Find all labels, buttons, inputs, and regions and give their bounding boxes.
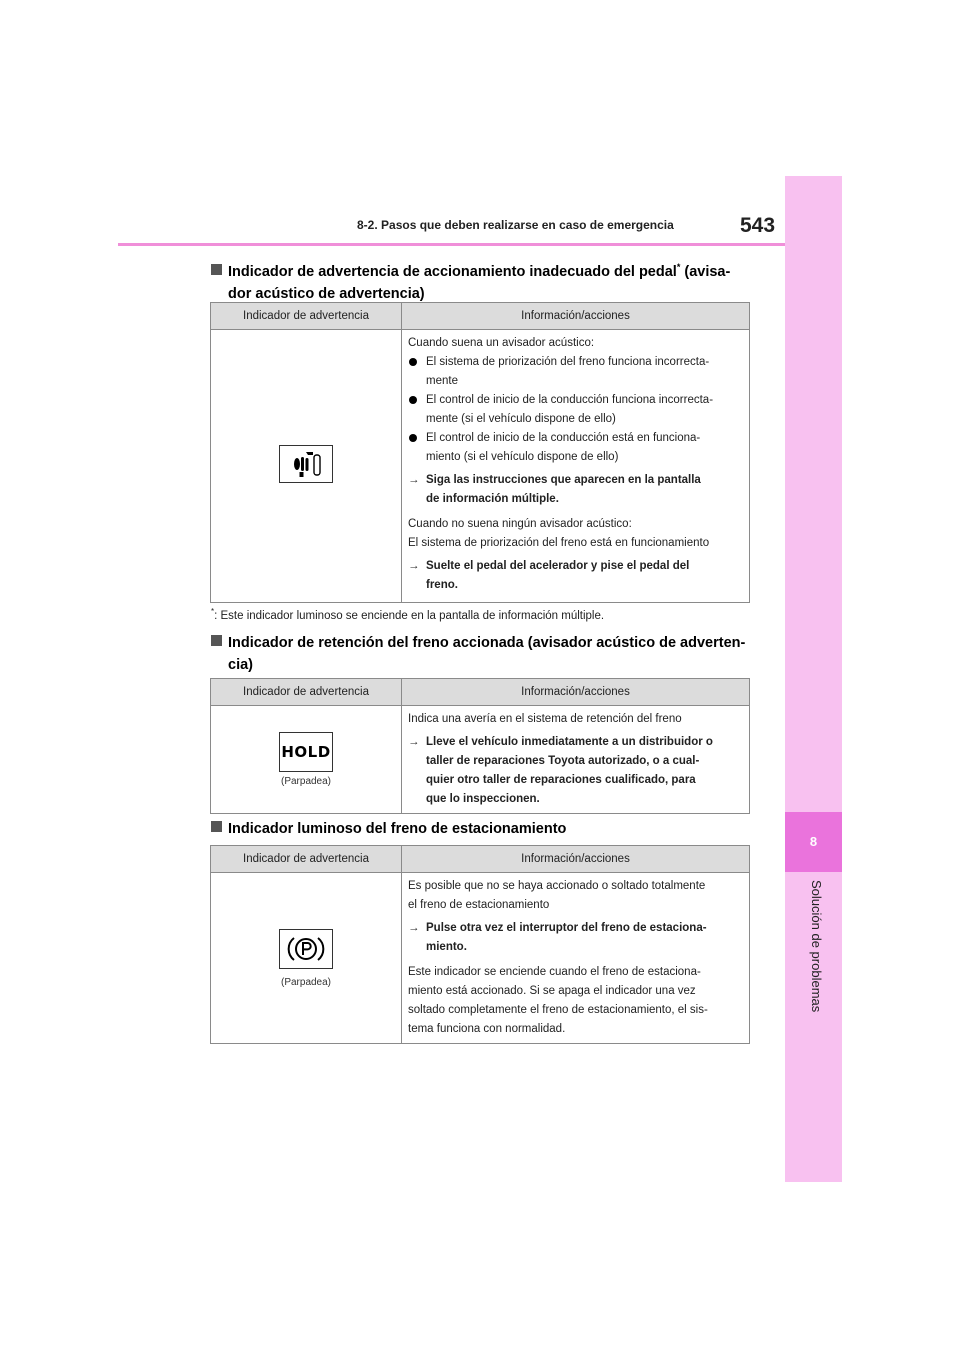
column-header-indicator: Indicador de advertencia (211, 679, 402, 706)
hold-indicator-icon: HOLD (279, 732, 333, 772)
info-cell: Es posible que no se haya accionado o soltado totalmente el freno de estacionamiento → Pulse otra vez el interruptor del freno de estaciona- miento. Este indicador se enciende cuando el freno de estaciona- miento está accionado. Si se apaga el indicador una vez soltado completamente el freno de estacionamiento, el sis- tema funciona con normalidad. (402, 873, 750, 1044)
brake-hold-table (210, 678, 750, 814)
footnote: *: Este indicador luminoso se enciende en la pantalla de información múltiple. (211, 607, 605, 622)
arrow-icon: → (408, 474, 420, 486)
arrow-icon: → (408, 560, 420, 572)
header-rule (118, 243, 785, 246)
section-title: 8-2. Pasos que deben realizarse en caso de emergencia (357, 218, 674, 232)
bullet-icon (409, 396, 417, 404)
chapter-label: Solución de problemas (809, 880, 824, 1013)
page-number: 543 (740, 214, 776, 237)
arrow-icon: → (408, 736, 420, 748)
column-header-indicator: Indicador de advertencia (211, 303, 402, 330)
heading-square-icon (211, 635, 222, 646)
column-header-indicator: Indicador de advertencia (211, 846, 402, 873)
info-cell: Indica una avería en el sistema de retención del freno → Lleve el vehículo inmediatamente a un distribuidor o taller de reparaciones Toyota autorizado, o a cual- quier otro taller de reparaciones cualificado, para que lo inspeccionen. (402, 706, 750, 814)
parking-brake-icon (279, 929, 333, 969)
list-item: El control de inicio de la conducción está en funciona- miento (si el vehículo dispone de ello) (408, 429, 743, 467)
info-cell: Cuando suena un avisador acústico: El sistema de priorización del freno funciona incorrecta- mente El control de inicio de la conducción funciona incorrecta- mente (si el vehículo dispone de ello) El control de inicio de la conducción está en funciona- miento (si el vehículo dispone de ello) → Siga las instrucciones que aparecen en la pantalla de información múltiple. Cuando no suena ningún avisador acústico: El sistema de priorización del freno está en funcionamiento → Suelte el pedal del acelerador y pise el pedal del freno. (402, 330, 750, 603)
heading-square-icon (211, 821, 222, 832)
action-item: → Pulse otra vez el interruptor del freno de estaciona- miento. (408, 919, 743, 957)
indicator-cell (211, 330, 402, 603)
arrow-icon: → (408, 922, 420, 934)
column-header-info: Información/acciones (402, 679, 750, 706)
heading-pedal-warning: Indicador de advertencia de accionamiento inadecuado del pedal* (avisa- dor acústico de advertencia) (211, 256, 751, 305)
list-item: El control de inicio de la conducción funciona incorrecta- mente (si el vehículo dispone de ello) (408, 391, 743, 429)
blink-caption: (Parpadea) (280, 976, 332, 988)
action-item: → Lleve el vehículo inmediatamente a un distribuidor o taller de reparaciones Toyota autorizado, o a cual- quier otro taller de reparaciones cualificado, para que lo inspeccionen. (408, 733, 743, 809)
column-header-info: Información/acciones (402, 846, 750, 873)
heading-brake-hold: Indicador de retención del freno accionada (avisador acústico de adverten- cia) (211, 632, 751, 676)
action-item: → Siga las instrucciones que aparecen en la pantalla de información múltiple. (408, 471, 743, 509)
indicator-cell (211, 706, 402, 814)
parking-brake-table (210, 845, 750, 1044)
bullet-icon (409, 434, 417, 442)
pedal-warning-table (210, 302, 750, 603)
column-header-info: Información/acciones (402, 303, 750, 330)
pedal-warning-icon (279, 445, 333, 483)
action-item: → Suelte el pedal del acelerador y pise el pedal del freno. (408, 557, 743, 595)
bullet-icon (409, 358, 417, 366)
blink-caption: (Parpadea) (280, 776, 332, 787)
heading-parking-brake: Indicador luminoso del freno de estacionamiento (211, 818, 751, 840)
heading-square-icon (211, 264, 222, 275)
list-item: El sistema de priorización del freno funciona incorrecta- mente (408, 353, 743, 391)
indicator-cell (211, 873, 402, 1044)
chapter-number: 8 (785, 812, 842, 872)
